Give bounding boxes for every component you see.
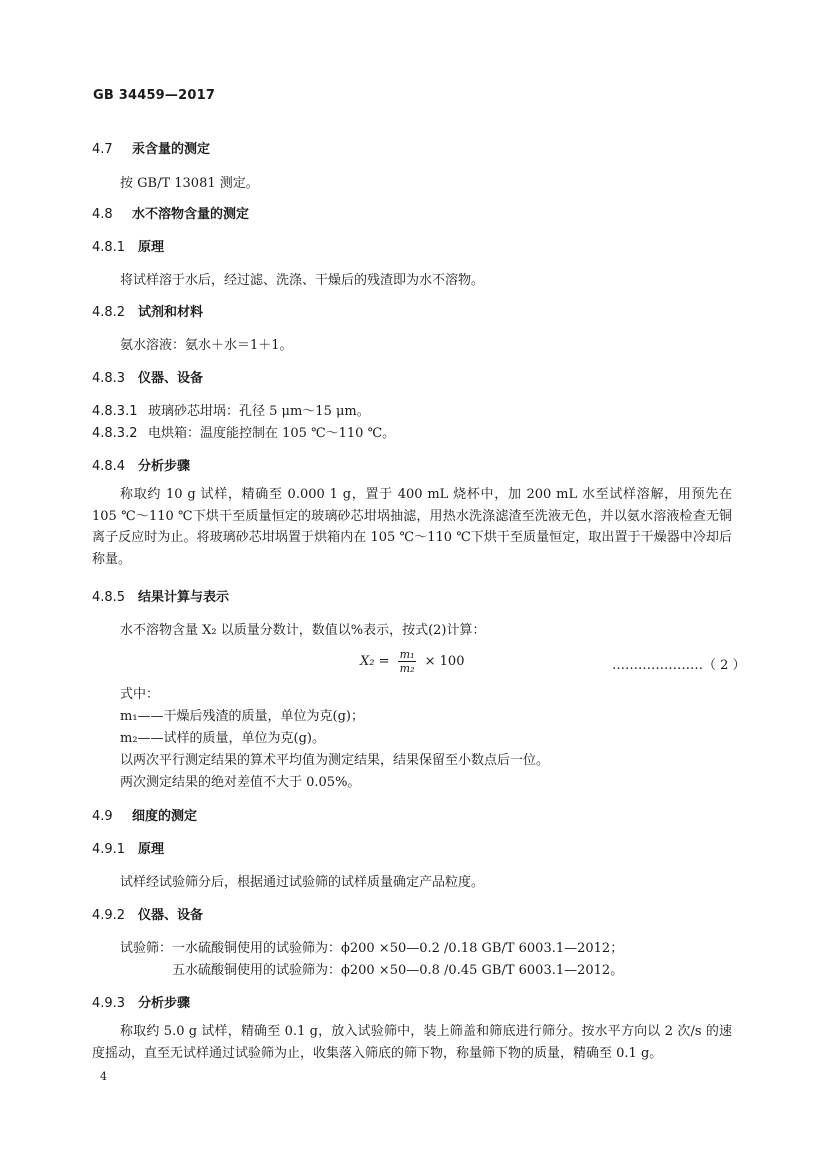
section-number: 4.8.2 bbox=[92, 305, 126, 320]
paragraph: 两次测定结果的绝对差值不大于 0.05%。 bbox=[120, 775, 361, 790]
section-heading-4-8-5 bbox=[92, 586, 229, 605]
section-number: 4.8 bbox=[92, 207, 113, 222]
section-number: 4.9.2 bbox=[92, 908, 126, 923]
section-heading-4-8-1 bbox=[92, 236, 164, 255]
paragraph: 称取约 10 g 试样，精确至 0.000 1 g，置于 400 mL 烧杯中，加 200 mL 水至试样溶解，用预先在 105 ℃～110 ℃下烘干至质量恒定的玻璃砂芯坩埚抽滤，用热水洗涤滤渣至洗液无色，并以氨水溶液检查无铜离子反应时为止。将玻璃砂芯坩埚置于烘箱内在 105 ℃～110 ℃下烘干至质量恒定，取出置于干燥器中冷却后称量。 bbox=[92, 487, 732, 567]
section-number: 4.7 bbox=[92, 142, 113, 157]
section-title: 细度的测定 bbox=[132, 809, 198, 824]
section-number: 4.8.4 bbox=[92, 459, 126, 474]
variable-definition: m₁——干燥后残渣的质量，单位为克(g)； bbox=[120, 709, 365, 724]
paragraph: 称取约 5.0 g 试样，精确至 0.1 g，放入试验筛中，装上筛盖和筛底进行筛分。按水平方向以 2 次/s 的速度摇动，直至无试样通过试验筛为止，收集落入筛底的筛下物，称量筛下物的质量，精确至 0.1 g。 bbox=[92, 1024, 732, 1061]
paragraph: 以两次平行测定结果的算术平均值为测定结果，结果保留至小数点后一位。 bbox=[120, 753, 550, 768]
paragraph: 五水硫酸铜使用的试验筛为：ϕ200 ×50—0.8 /0.45 GB/T 6003.1—2012。 bbox=[172, 963, 624, 978]
numerator: m₁ bbox=[399, 648, 415, 661]
section-heading-4-7 bbox=[92, 138, 210, 157]
section-number: 4.8.1 bbox=[92, 240, 126, 255]
section-heading-4-9-2 bbox=[92, 904, 203, 923]
formula-lhs: X₂ = bbox=[360, 654, 390, 669]
section-title: 分析步骤 bbox=[138, 996, 191, 1011]
section-heading-4-9 bbox=[92, 805, 197, 824]
section-number: 4.8.5 bbox=[92, 590, 126, 605]
section-heading-4-9-3 bbox=[92, 992, 190, 1011]
section-title: 水不溶物含量的测定 bbox=[132, 207, 250, 222]
formula-rhs: × 100 bbox=[424, 654, 465, 669]
section-number: 4.9.3 bbox=[92, 996, 126, 1011]
denominator: m₂ bbox=[399, 662, 415, 675]
fraction bbox=[398, 648, 417, 675]
section-title: 原理 bbox=[138, 240, 165, 255]
paragraph: 试验筛：一水硫酸铜使用的试验筛为：ϕ200 ×50—0.2 /0.18 GB/T 6003.1—2012； bbox=[120, 941, 624, 956]
section-number: 4.8.3 bbox=[92, 371, 126, 386]
list-item bbox=[92, 422, 395, 441]
section-title: 仪器、设备 bbox=[138, 371, 204, 386]
paragraph: 氨水溶液：氨水＋水＝1＋1。 bbox=[120, 338, 293, 353]
section-heading-4-9-1 bbox=[92, 838, 164, 857]
section-title: 试剂和材料 bbox=[138, 305, 204, 320]
item-number: 4.8.3.1 bbox=[92, 404, 138, 419]
equation-number: …………………（ 2 ） bbox=[612, 658, 746, 673]
item-text: 玻璃砂芯坩埚：孔径 5 μm～15 μm。 bbox=[148, 404, 370, 419]
section-heading-4-8-3 bbox=[92, 367, 203, 386]
variable-definition: m₂——试样的质量，单位为克(g)。 bbox=[120, 731, 326, 746]
paragraph: 按 GB/T 13081 测定。 bbox=[120, 176, 259, 191]
list-item bbox=[92, 400, 370, 419]
formula bbox=[360, 648, 464, 675]
item-text: 电烘箱：温度能控制在 105 ℃～110 ℃。 bbox=[148, 426, 396, 441]
paragraph: 试样经试验筛分后，根据通过试验筛的试样质量确定产品粒度。 bbox=[120, 875, 485, 890]
section-title: 结果计算与表示 bbox=[138, 590, 230, 605]
section-heading-4-8 bbox=[92, 203, 249, 222]
paragraph: 将试样溶于水后，经过滤、洗涤、干燥后的残渣即为水不溶物。 bbox=[120, 273, 485, 288]
section-number: 4.9 bbox=[92, 809, 113, 824]
section-title: 分析步骤 bbox=[138, 459, 191, 474]
where-label: 式中： bbox=[120, 687, 160, 702]
section-heading-4-8-4 bbox=[92, 455, 190, 474]
paragraph: 水不溶物含量 X₂ 以质量分数计，数值以%表示，按式(2)计算： bbox=[120, 623, 486, 638]
page-number: 4 bbox=[100, 1070, 107, 1083]
section-title: 仪器、设备 bbox=[138, 908, 204, 923]
document-header: GB 34459—2017 bbox=[93, 88, 216, 103]
item-number: 4.8.3.2 bbox=[92, 426, 138, 441]
section-title: 汞含量的测定 bbox=[132, 142, 211, 157]
section-number: 4.9.1 bbox=[92, 842, 126, 857]
section-title: 原理 bbox=[138, 842, 165, 857]
section-heading-4-8-2 bbox=[92, 301, 203, 320]
